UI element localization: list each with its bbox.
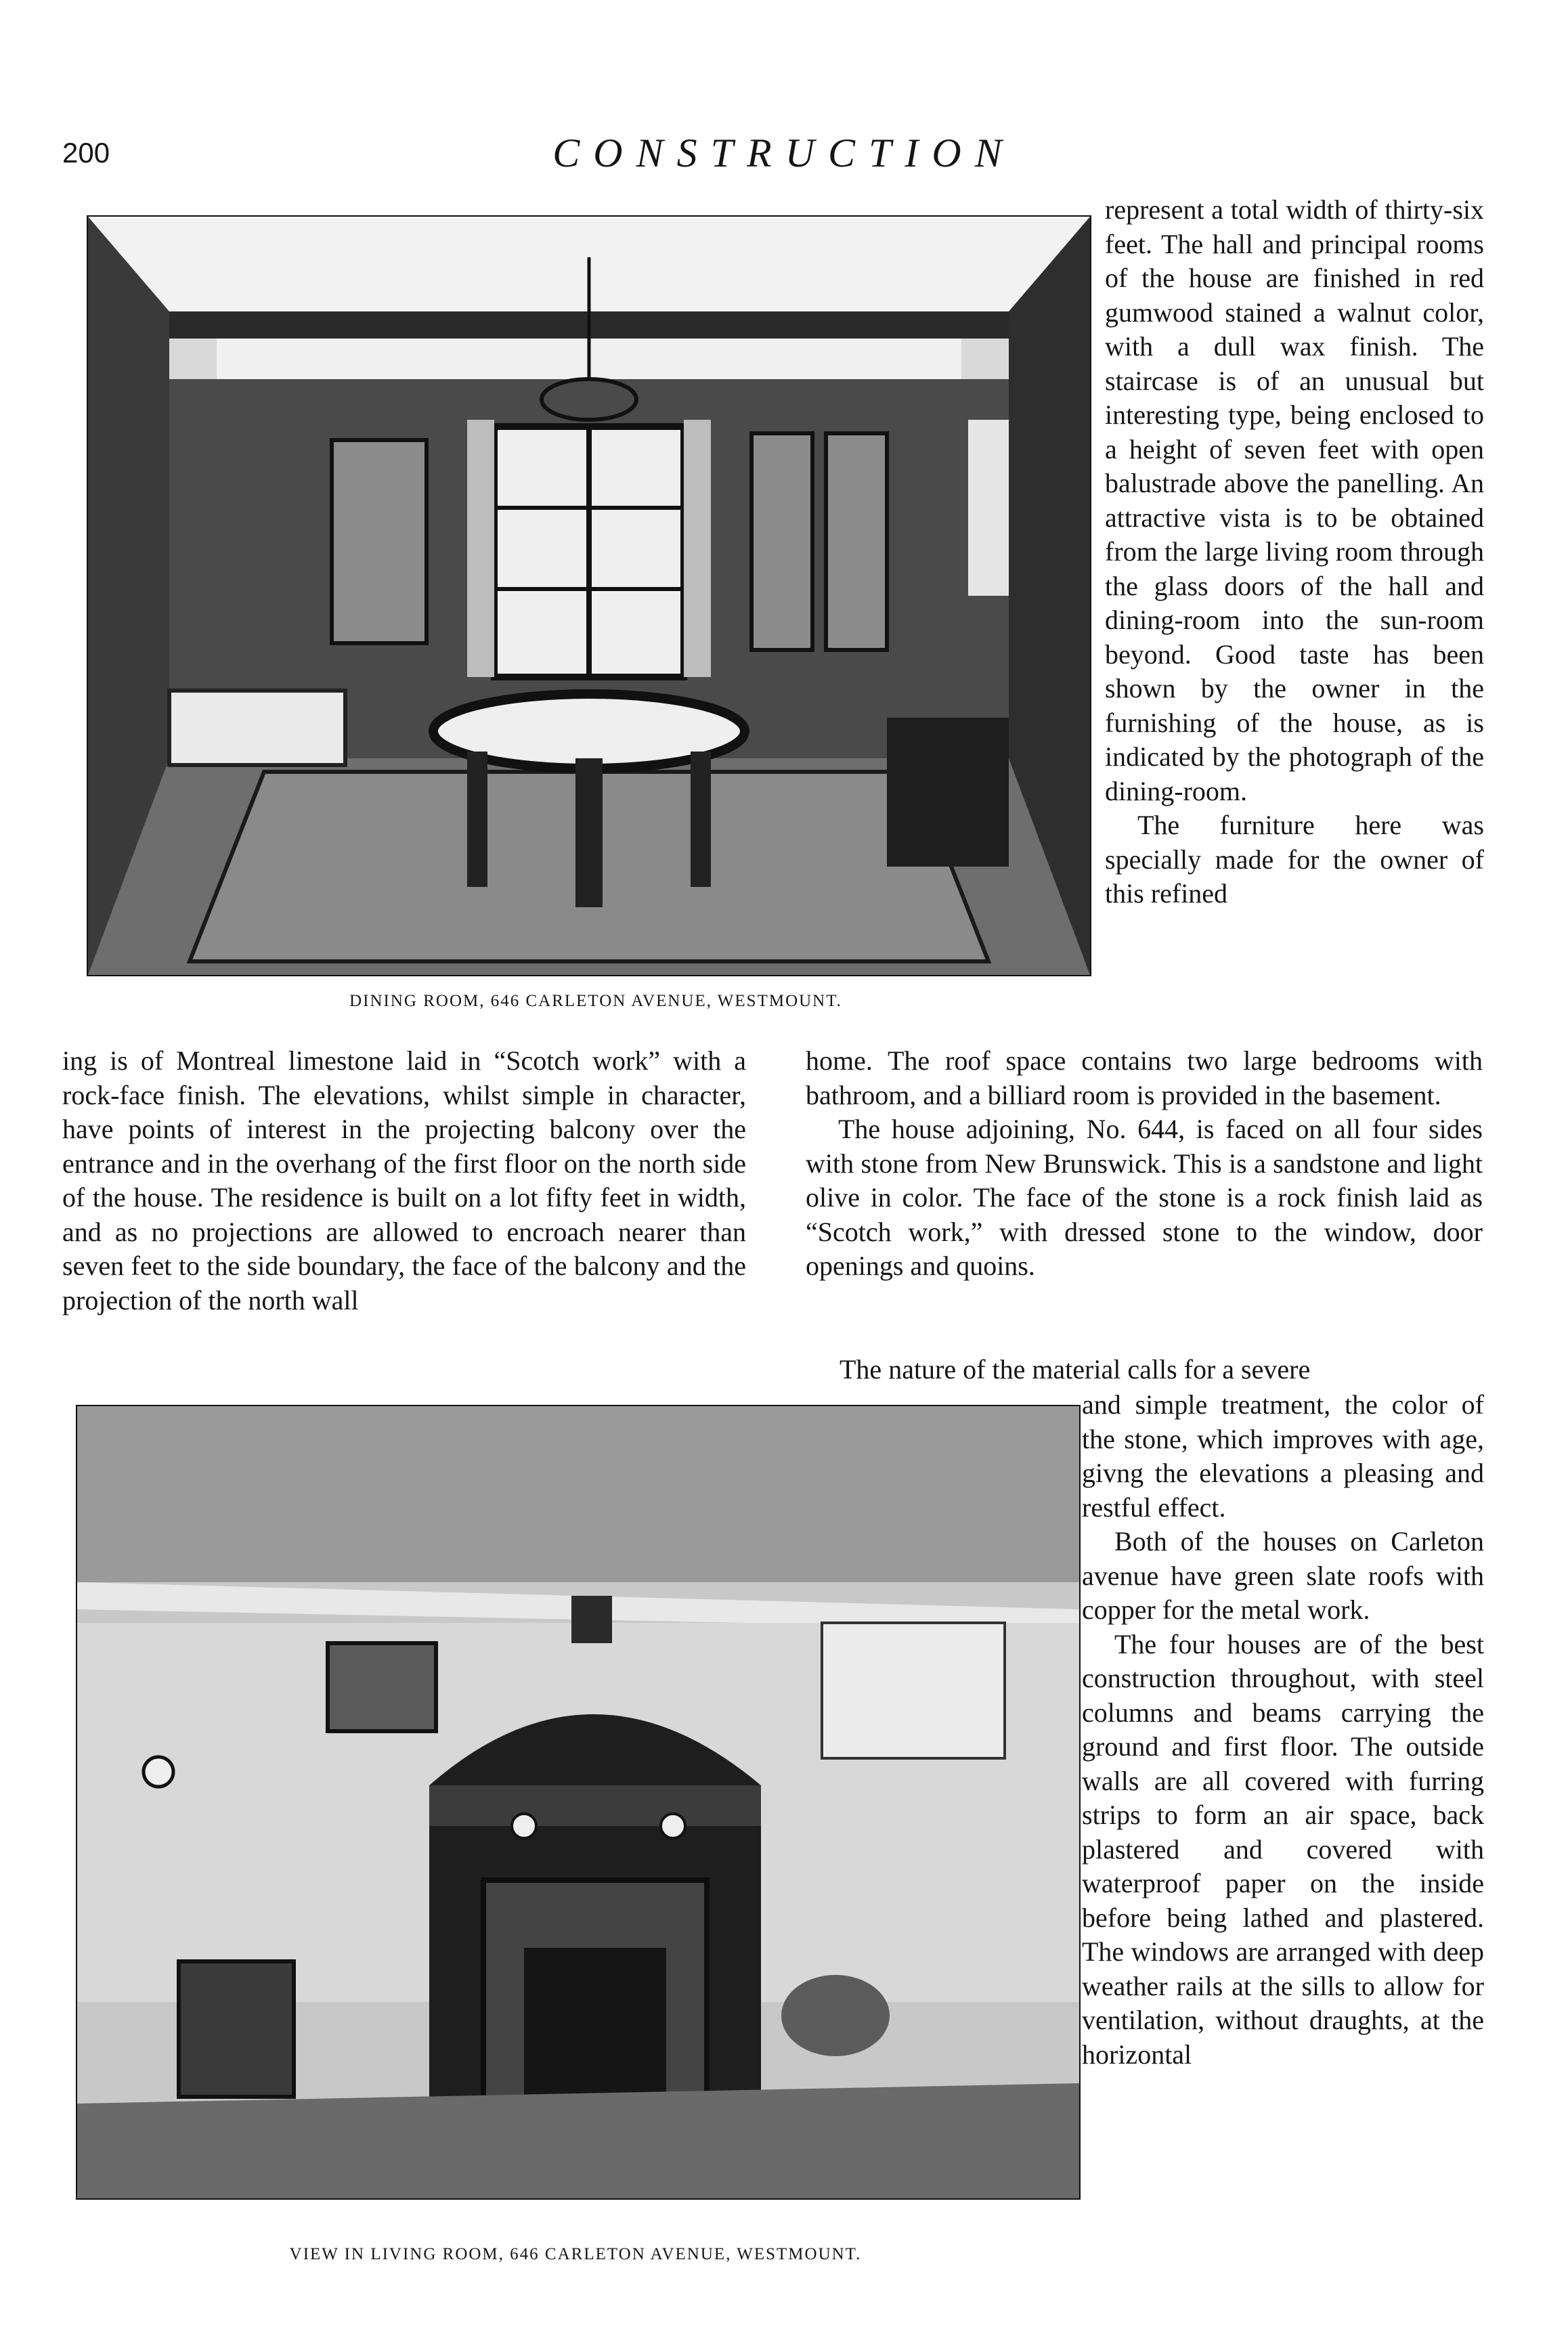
living-room-photo: [76, 1405, 1081, 2200]
paragraph: home. The roof space contains two large bedrooms with bathroom, and a billiard room is provided in the basement.: [806, 1045, 1483, 1110]
right-column-top-text: [1105, 193, 1484, 911]
living-room-caption: VIEW IN LIVING ROOM, 646 CARLETON AVENUE, WESTMOUNT.: [289, 2245, 862, 2263]
paragraph: The four houses are of the best construction throughout, with steel columns and beams carrying the ground and first floor. The outside walls are all covered with furring strips to form an air space, back plastered and covered with waterproof paper on the inside before being lathed and plastered. The windows are arranged with deep weather rails at the sills to allow for ventilation, without draughts, at the horizontal: [1082, 1628, 1484, 2070]
dining-room-caption: DINING ROOM, 646 CARLETON AVENUE, WESTMOUNT.: [349, 992, 842, 1010]
paragraph-lead-in: The nature of the material calls for a severe: [840, 1354, 1311, 1385]
running-title: CONSTRUCTION: [552, 131, 1016, 175]
page-number: 200: [62, 137, 110, 169]
paragraph: represent a total width of thirty-six feet. The hall and principal rooms of the house are finished in red gumwood stained a walnut color, with a dull wax finish. The staircase is of an unusual but interesting type, being enclosed to a height of seven feet with open balustrade above the panelling. An attractive vista is to be obtained from the large living room through the glass doors of the hall and dining-room into the sun-room beyond. Good taste has been shown by the owner in the furnishing of the house, as is indicated by the photograph of the dining-room.: [1105, 194, 1484, 806]
right-column-bottom-text: [1082, 1388, 1484, 2072]
left-column-text: [62, 1044, 746, 1318]
right-column-middle-text: [806, 1044, 1483, 1284]
paragraph: and simple treatment, the color of the stone, which improves with age, givng the elevations a pleasing and restful effect.: [1082, 1389, 1484, 1523]
paragraph: The furniture here was specially made for the owner of this refined: [1105, 810, 1484, 909]
paragraph: Both of the houses on Carleton avenue have green slate roofs with copper for the metal work.: [1082, 1526, 1484, 1625]
dining-room-photo: [87, 215, 1091, 976]
paragraph: The house adjoining, No. 644, is faced on all four sides with stone from New Brunswick. This is a sandstone and light olive in color. The face of the stone is a rock finish laid as “Scotch work,” with dressed stone to the window, door openings and quoins.: [806, 1114, 1483, 1281]
dining-room-illustration: [88, 217, 1090, 975]
paragraph: ing is of Montreal limestone laid in “Scotch work” with a rock-face finish. The elevations, whilst simple in character, have points of interest in the projecting balcony over the entrance and in the overhang of the first floor on the north side of the house. The residence is built on a lot fifty feet in width, and as no projections are allowed to encroach nearer than seven feet to the side boundary, the face of the balcony and the projection of the north wall: [62, 1045, 746, 1315]
living-room-illustration: [77, 1406, 1079, 2198]
